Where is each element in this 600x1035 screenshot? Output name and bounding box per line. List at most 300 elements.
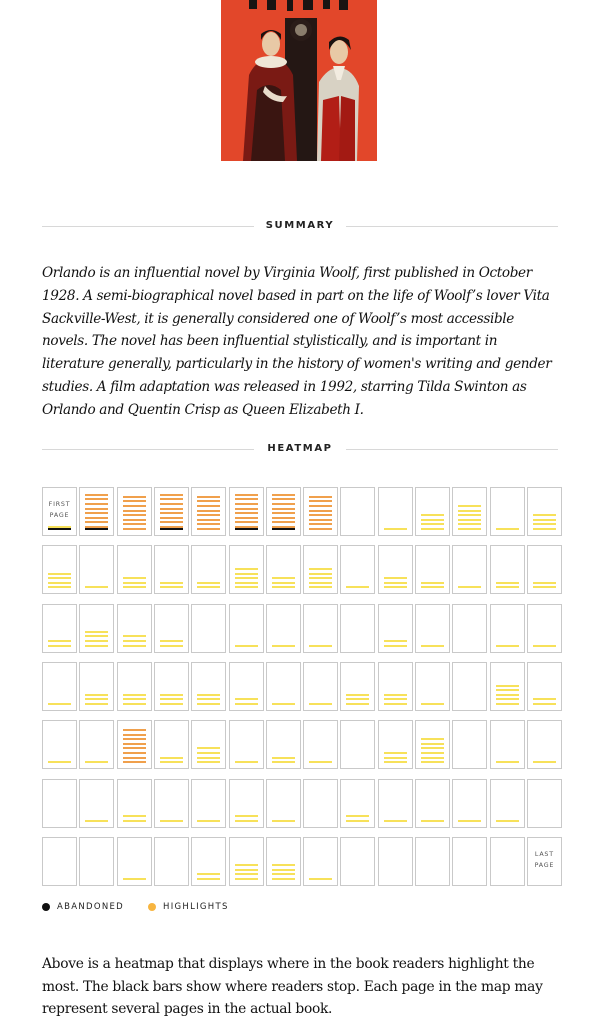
highlight-bar [496, 703, 519, 705]
highlight-bar [48, 586, 71, 588]
highlight-bar [235, 494, 258, 496]
highlight-bar [123, 514, 146, 516]
heatmap-page [117, 604, 152, 653]
highlight-bar [123, 510, 146, 512]
highlight-bar [197, 528, 220, 530]
highlight-bar [85, 631, 108, 633]
highlight-bar [309, 500, 332, 502]
heatmap-explanation: Above is a heatmap that displays where in the book readers highlight the most. The black bars show where readers stop. Each page in the map may represent several pages in the actual book. [42, 956, 543, 1017]
highlight-bar [309, 505, 332, 507]
heatmap-page [154, 545, 189, 594]
highlight-bar [272, 582, 295, 584]
highlight-bar [272, 498, 295, 500]
highlight-bar [235, 582, 258, 584]
highlight-bar [384, 640, 407, 642]
highlight-bar [346, 698, 369, 700]
highlight-bar [123, 757, 146, 759]
summary-text: Orlando is an influential novel by Virginia Woolf, first published in October 1928. A semi-biographical novel based in part on the life of Woolf’s lover Vita Sackville-West, it is generally considered one of Woolf’s most accessible novels. The novel has been influential stylistically, and is important in literature generally, particularly in the history of women's writing and gender studies. A film adaptation was released in 1992, starring Tilda Swinton as Orlando and Quentin Crisp as Queen Elizabeth I. [42, 265, 552, 418]
highlight-bar [272, 864, 295, 866]
heatmap-page [229, 545, 264, 594]
first-page-label: PAGE [49, 512, 70, 519]
heatmap-grid [42, 487, 558, 886]
highlight-bar [272, 820, 295, 822]
highlight-bar [533, 514, 556, 516]
highlight-bar [85, 635, 108, 637]
highlight-bar [123, 582, 146, 584]
divider-line-right [346, 226, 558, 227]
highlight-bar [48, 582, 71, 584]
heatmap-page [490, 545, 525, 594]
highlight-bar [496, 685, 519, 687]
highlight-bar [272, 878, 295, 880]
highlight-bar [197, 586, 220, 588]
highlight-bar [421, 582, 444, 584]
highlight-bar [309, 573, 332, 575]
highlight-bar [496, 645, 519, 647]
heatmap-page [154, 837, 189, 886]
highlight-bar [85, 494, 108, 496]
heatmap-page [527, 720, 562, 769]
highlight-bar [123, 738, 146, 740]
highlight-bar [235, 878, 258, 880]
highlight-bar [384, 820, 407, 822]
heatmap-page [340, 837, 375, 886]
heatmap-page [117, 487, 152, 536]
heatmap-page [117, 545, 152, 594]
highlight-bar [346, 586, 369, 588]
heatmap-page [527, 779, 562, 828]
highlight-bar [309, 568, 332, 570]
highlight-bar [160, 508, 183, 510]
highlight-bar [421, 820, 444, 822]
divider-line-right [346, 449, 558, 450]
highlight-bar [421, 519, 444, 521]
highlight-bar [496, 698, 519, 700]
highlight-bar [123, 729, 146, 731]
highlight-bar [235, 820, 258, 822]
highlight-bar [309, 761, 332, 763]
heatmap-page [42, 779, 77, 828]
abandoned-bar [48, 528, 71, 530]
highlight-bar [235, 869, 258, 871]
heatmap-page [303, 487, 338, 536]
heatmap-page [117, 837, 152, 886]
heatmap-page [266, 487, 301, 536]
highlight-bar [235, 577, 258, 579]
highlight-bar [160, 640, 183, 642]
highlight-bar [272, 494, 295, 496]
heatmap-page [79, 662, 114, 711]
highlight-bar [48, 761, 71, 763]
abandoned-bar [235, 528, 258, 530]
heatmap-divider [42, 442, 558, 456]
highlight-bar [235, 703, 258, 705]
highlight-bar [160, 582, 183, 584]
heatmap-page [154, 662, 189, 711]
highlight-bar [197, 510, 220, 512]
highlight-bar [272, 517, 295, 519]
highlight-bar [85, 640, 108, 642]
highlight-bar [160, 517, 183, 519]
highlight-bar [197, 500, 220, 502]
highlight-bar [197, 698, 220, 700]
highlight-bar [48, 573, 71, 575]
highlight-bar [123, 694, 146, 696]
highlight-bar [123, 747, 146, 749]
highlight-bar [496, 528, 519, 530]
heatmap-page [42, 604, 77, 653]
highlight-bar [123, 743, 146, 745]
highlight-bar [123, 496, 146, 498]
highlight-bar [458, 586, 481, 588]
heatmap-page [42, 662, 77, 711]
heatmap-page [340, 545, 375, 594]
heatmap-page [490, 662, 525, 711]
legend-label-abandoned: ABANDONED [57, 902, 125, 912]
highlight-bar [85, 761, 108, 763]
highlight-bar [160, 494, 183, 496]
heatmap-page [154, 720, 189, 769]
highlight-bar [272, 512, 295, 514]
heatmap-page [378, 545, 413, 594]
highlight-bar [123, 528, 146, 530]
highlight-bar [272, 645, 295, 647]
heatmap-page [340, 779, 375, 828]
highlight-bar [160, 498, 183, 500]
highlight-bar [421, 743, 444, 745]
heatmap-page [229, 779, 264, 828]
highlight-bar [421, 761, 444, 763]
highlight-bar [160, 586, 183, 588]
highlight-bar [85, 512, 108, 514]
highlight-bar [123, 586, 146, 588]
highlight-bar [197, 820, 220, 822]
highlight-bar [533, 698, 556, 700]
heatmap-page [266, 662, 301, 711]
highlight-bar [272, 586, 295, 588]
highlight-bar [309, 496, 332, 498]
highlight-bar [421, 523, 444, 525]
highlight-bar [235, 498, 258, 500]
highlight-bar [272, 521, 295, 523]
highlight-bar [272, 757, 295, 759]
highlight-bar [421, 586, 444, 588]
highlight-bar [496, 820, 519, 822]
highlight-bar [384, 703, 407, 705]
heatmap-page [452, 662, 487, 711]
highlight-bar [123, 500, 146, 502]
highlight-bar [123, 505, 146, 507]
heatmap-page [452, 487, 487, 536]
highlight-bar [496, 694, 519, 696]
highlight-bar [421, 528, 444, 530]
highlight-bar [123, 761, 146, 763]
highlight-bar [85, 498, 108, 500]
highlight-bar [235, 645, 258, 647]
highlight-bar [123, 640, 146, 642]
abandoned-dot-icon [42, 903, 50, 911]
highlight-bar [85, 521, 108, 523]
heatmap-page [117, 662, 152, 711]
heatmap-page [42, 487, 77, 536]
heatmap-page [117, 720, 152, 769]
highlight-bar [421, 514, 444, 516]
heatmap-page [527, 837, 562, 886]
heatmap-page [154, 604, 189, 653]
highlight-bar [272, 703, 295, 705]
heatmap-page [490, 779, 525, 828]
highlight-bar [48, 577, 71, 579]
highlight-bar [197, 878, 220, 880]
heatmap-page [415, 604, 450, 653]
heatmap-page [490, 487, 525, 536]
highlight-bar [85, 503, 108, 505]
highlight-bar [123, 698, 146, 700]
highlight-bar [272, 508, 295, 510]
highlight-bar [85, 703, 108, 705]
highlight-bar [235, 698, 258, 700]
highlight-bar [235, 517, 258, 519]
heatmap-page [490, 837, 525, 886]
highlight-bar [496, 586, 519, 588]
summary-divider [42, 219, 558, 233]
highlight-bar [384, 645, 407, 647]
highlight-bar [458, 510, 481, 512]
highlight-bar [235, 521, 258, 523]
highlight-bar [48, 640, 71, 642]
highlight-bar [235, 568, 258, 570]
highlight-bar [235, 512, 258, 514]
highlight-bar [123, 752, 146, 754]
highlight-bar [458, 514, 481, 516]
heatmap-page [79, 720, 114, 769]
abandoned-bar [160, 528, 183, 530]
heatmap-page [303, 662, 338, 711]
heatmap-page [415, 837, 450, 886]
highlight-bar [123, 523, 146, 525]
heatmap-page [340, 604, 375, 653]
last-page-label: PAGE [534, 861, 555, 869]
highlight-bar [197, 523, 220, 525]
highlight-bar [160, 503, 183, 505]
abandoned-bar [85, 528, 108, 530]
highlight-bar [384, 528, 407, 530]
heatmap-page [378, 720, 413, 769]
heatmap-page [229, 837, 264, 886]
heatmap-page [79, 545, 114, 594]
heatmap-page [42, 837, 77, 886]
highlight-bar [197, 505, 220, 507]
highlight-bar [235, 586, 258, 588]
highlight-bar [533, 761, 556, 763]
heatmap-page [191, 837, 226, 886]
highlight-bar [496, 689, 519, 691]
highlight-bar [85, 508, 108, 510]
heatmap-page [378, 779, 413, 828]
highlight-bar [85, 698, 108, 700]
highlight-bar [272, 869, 295, 871]
heatmap-page [303, 604, 338, 653]
highlight-bar [346, 694, 369, 696]
heatmap-page [452, 837, 487, 886]
heatmap-page [42, 720, 77, 769]
highlight-bar [533, 586, 556, 588]
heatmap-page [303, 545, 338, 594]
highlight-bar [272, 577, 295, 579]
highlight-bar [533, 523, 556, 525]
highlight-bar [458, 820, 481, 822]
highlight-bar [235, 864, 258, 866]
heatmap-page [378, 662, 413, 711]
highlight-bar [309, 528, 332, 530]
highlight-bar [197, 761, 220, 763]
heatmap-page [266, 837, 301, 886]
highlight-bar [458, 505, 481, 507]
heatmap-page [415, 487, 450, 536]
heatmap-page [79, 837, 114, 886]
heatmap-page [117, 779, 152, 828]
highlight-bar [235, 508, 258, 510]
heatmap-page [154, 487, 189, 536]
heatmap-page [191, 720, 226, 769]
highlight-bar [197, 703, 220, 705]
heatmap-page [340, 662, 375, 711]
highlight-bar [235, 573, 258, 575]
heatmap-page [229, 662, 264, 711]
book-cover-image [221, 0, 377, 161]
highlight-bar [384, 757, 407, 759]
heatmap-page [79, 604, 114, 653]
highlight-bar [197, 757, 220, 759]
heatmap-page [191, 604, 226, 653]
heatmap-page [303, 720, 338, 769]
highlight-bar [235, 815, 258, 817]
highlight-bar [48, 645, 71, 647]
heatmap-page [303, 779, 338, 828]
highlight-bar [384, 694, 407, 696]
heatmap-page [340, 487, 375, 536]
highlight-bar [421, 752, 444, 754]
highlight-bar [496, 761, 519, 763]
highlight-bar [272, 761, 295, 763]
heatmap-page [527, 662, 562, 711]
first-page-label: FIRST [48, 501, 71, 508]
heatmap-page [154, 779, 189, 828]
highlight-bar [85, 694, 108, 696]
highlight-bar [384, 698, 407, 700]
highlight-bar [160, 512, 183, 514]
highlight-bar [309, 514, 332, 516]
highlight-bar [123, 519, 146, 521]
highlight-bar [197, 747, 220, 749]
highlight-bar [123, 815, 146, 817]
highlight-bar [160, 645, 183, 647]
highlight-bar [123, 734, 146, 736]
highlight-bar [421, 703, 444, 705]
highlight-bar [160, 761, 183, 763]
highlight-bar [309, 645, 332, 647]
heatmap-page [378, 604, 413, 653]
highlight-bar [85, 586, 108, 588]
highlight-bar [123, 577, 146, 579]
heatmap-page [266, 779, 301, 828]
highlight-bar [160, 521, 183, 523]
heatmap-page [191, 662, 226, 711]
highlight-bar [496, 582, 519, 584]
heatmap-page [191, 487, 226, 536]
highlight-bar [160, 757, 183, 759]
heatmap-page [490, 720, 525, 769]
highlight-bar [85, 645, 108, 647]
highlight-bar [384, 582, 407, 584]
highlight-bar [346, 815, 369, 817]
highlight-bar [533, 528, 556, 530]
highlight-bar [533, 645, 556, 647]
highlight-bar [197, 496, 220, 498]
highlight-bar [272, 873, 295, 875]
highlight-bar [421, 747, 444, 749]
highlights-dot-icon [148, 903, 156, 911]
highlight-bar [160, 698, 183, 700]
highlight-bar [309, 878, 332, 880]
highlight-bar [421, 738, 444, 740]
legend-label-highlights: HIGHLIGHTS [163, 902, 229, 912]
heatmap-page [415, 662, 450, 711]
highlight-bar [160, 703, 183, 705]
highlight-bar [384, 586, 407, 588]
highlight-bar [384, 577, 407, 579]
summary-heading: SUMMARY [265, 220, 335, 231]
highlight-bar [533, 582, 556, 584]
highlight-bar [533, 519, 556, 521]
heatmap-page [415, 779, 450, 828]
highlight-bar [197, 873, 220, 875]
highlight-bar [123, 703, 146, 705]
highlight-bar [384, 752, 407, 754]
last-page-label: LAST [534, 850, 554, 858]
heatmap-page [490, 604, 525, 653]
heatmap-page [415, 545, 450, 594]
highlight-bar [85, 820, 108, 822]
highlight-bar [235, 761, 258, 763]
highlight-bar [235, 503, 258, 505]
highlight-bar [197, 694, 220, 696]
highlight-bar [309, 703, 332, 705]
heatmap-page [303, 837, 338, 886]
highlight-bar [85, 517, 108, 519]
highlight-bar [309, 586, 332, 588]
heatmap-page [378, 487, 413, 536]
highlight-bar [123, 820, 146, 822]
highlight-bar [48, 703, 71, 705]
abandoned-bar [272, 528, 295, 530]
heatmap-page [229, 604, 264, 653]
highlight-bar [197, 582, 220, 584]
highlight-bar [123, 878, 146, 880]
highlight-bar [309, 582, 332, 584]
heatmap-page [527, 545, 562, 594]
heatmap-page [452, 720, 487, 769]
heatmap-page [452, 779, 487, 828]
highlight-bar [421, 757, 444, 759]
heatmap-page [340, 720, 375, 769]
highlight-bar [309, 519, 332, 521]
heatmap-page [266, 604, 301, 653]
heatmap-page [378, 837, 413, 886]
highlight-bar [197, 519, 220, 521]
heatmap-page [527, 487, 562, 536]
heatmap-page [229, 487, 264, 536]
